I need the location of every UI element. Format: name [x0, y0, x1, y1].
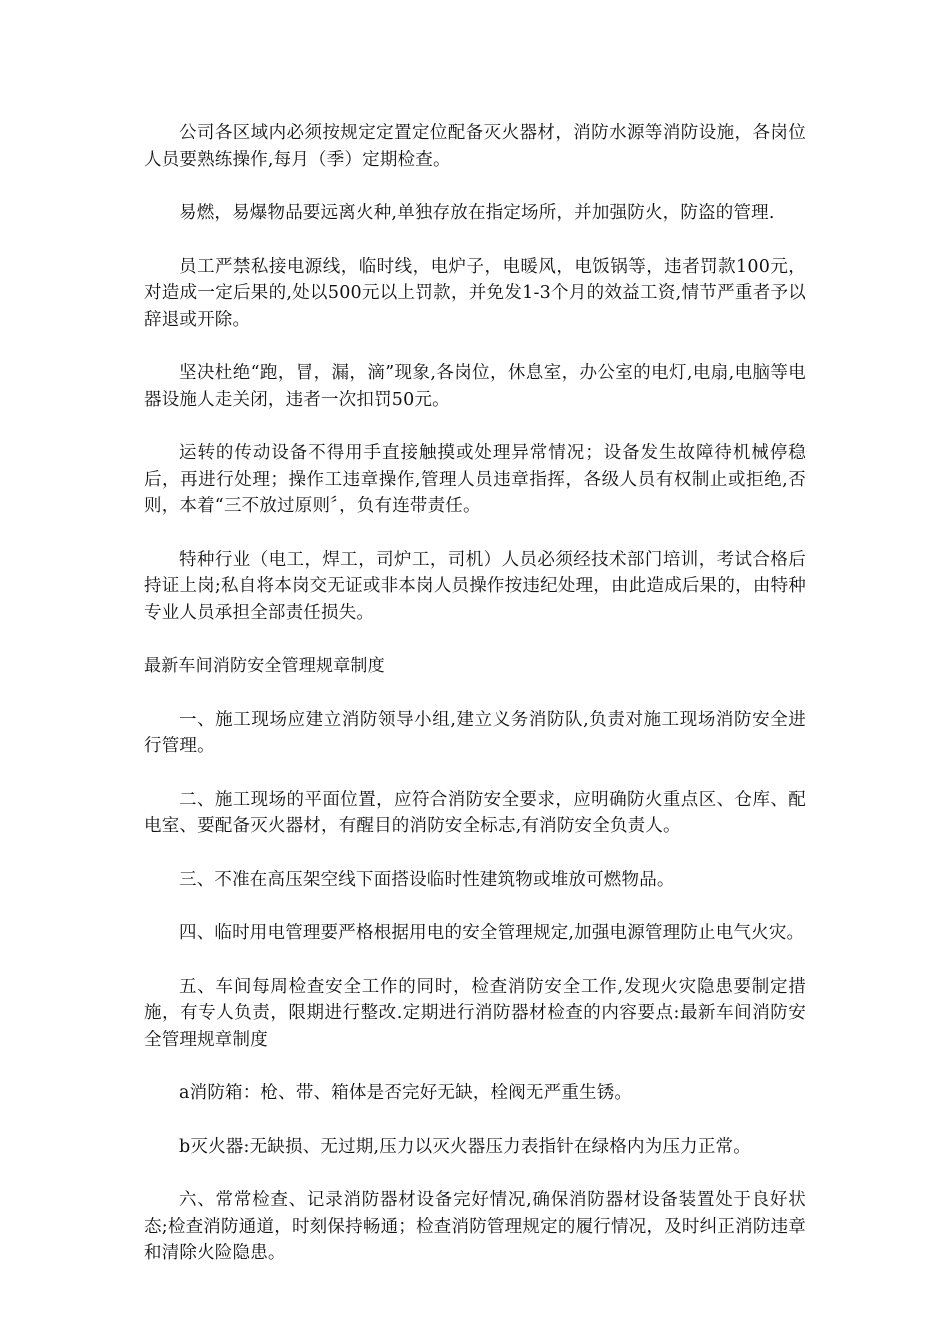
paragraph-leak-prevention: 坚决杜绝“跑，冒，漏，滴”现象,各岗位，休息室，办公室的电灯,电扇,电脑等电器设施人走关闭，违者一次扣罚50元。: [144, 363, 806, 410]
paragraph-item-4: 四、临时用电管理要严格根据用电的安全管理规定,加强电源管理防止电气火灾。: [179, 923, 805, 943]
paragraph-item-1: 一、施工现场应建立消防领导小组,建立义务消防队,负责对施工现场消防安全进行管理。: [144, 709, 806, 756]
paragraph-item-5: 五、车间每周检查安全工作的同时，检查消防安全工作,发现火灾隐患要制定措施，有专人负责，限期进行整改.定期进行消防器材检查的内容要点:最新车间消防安全管理规章制度: [144, 976, 806, 1050]
paragraph-item-6: 六、常常检查、记录消防器材设备完好情况,确保消防器材设备装置处于良好状态;检查消防通道，时刻保持畅通；检查消防管理规定的履行情况，及时纠正消防违章和清除火险隐患。: [144, 1190, 806, 1263]
paragraph-moving-equipment: 运转的传动设备不得用手直接触摸或处理异常情况；设备发生故障待机械停稳后，再进行处理；操作工违章操作,管理人员违章指挥，各级人员有权制止或拒绝,否则，本着“三不放过原则〞，负有连带责任。: [144, 443, 806, 516]
document-body: [144, 120, 806, 1294]
paragraph-item-5b: b灭火器:无缺损、无过期,压力以灭火器压力表指针在绿格内为压力正常。: [179, 1136, 751, 1157]
paragraph-item-2: 二、施工现场的平面位置，应符合消防安全要求，应明确防火重点区、仓库、配电室、要配备灭火器材，有醒目的消防安全标志,有消防安全负责人。: [144, 789, 806, 836]
paragraph-item-5a: a消防箱：枪、带、箱体是否完好无缺，栓阀无严重生锈。: [179, 1083, 633, 1103]
paragraph-item-3: 三、不准在高压架空线下面搭设临时性建筑物或堆放可燃物品。: [179, 869, 675, 890]
section-heading: 最新车间消防安全管理规章制度: [144, 656, 385, 676]
paragraph-special-trades: 特种行业（电工，焊工，司炉工，司机）人员必须经技术部门培训，考试合格后持证上岗;私自将本岗交无证或非本岗人员操作按违纪处理，由此造成后果的，由特种专业人员承担全部责任损失。: [144, 549, 806, 623]
paragraph-flammable-storage: 易燃，易爆物品要远离火种,单独存放在指定场所，并加强防火，防盗的管理.: [179, 203, 775, 223]
paragraph-wiring-ban: 员工严禁私接电源线，临时线，电炉子，电暖风，电饭锅等，违者罚款100元，对造成一定后果的,处以500元以上罚款，并免发1-3个月的效益工资,情节严重者予以辞退或开除。: [144, 256, 806, 330]
paragraph-fire-equipment: 公司各区域内必须按规定定置定位配备灭火器材，消防水源等消防设施，各岗位人员要熟练操作,每月（季）定期检查。: [144, 123, 806, 170]
